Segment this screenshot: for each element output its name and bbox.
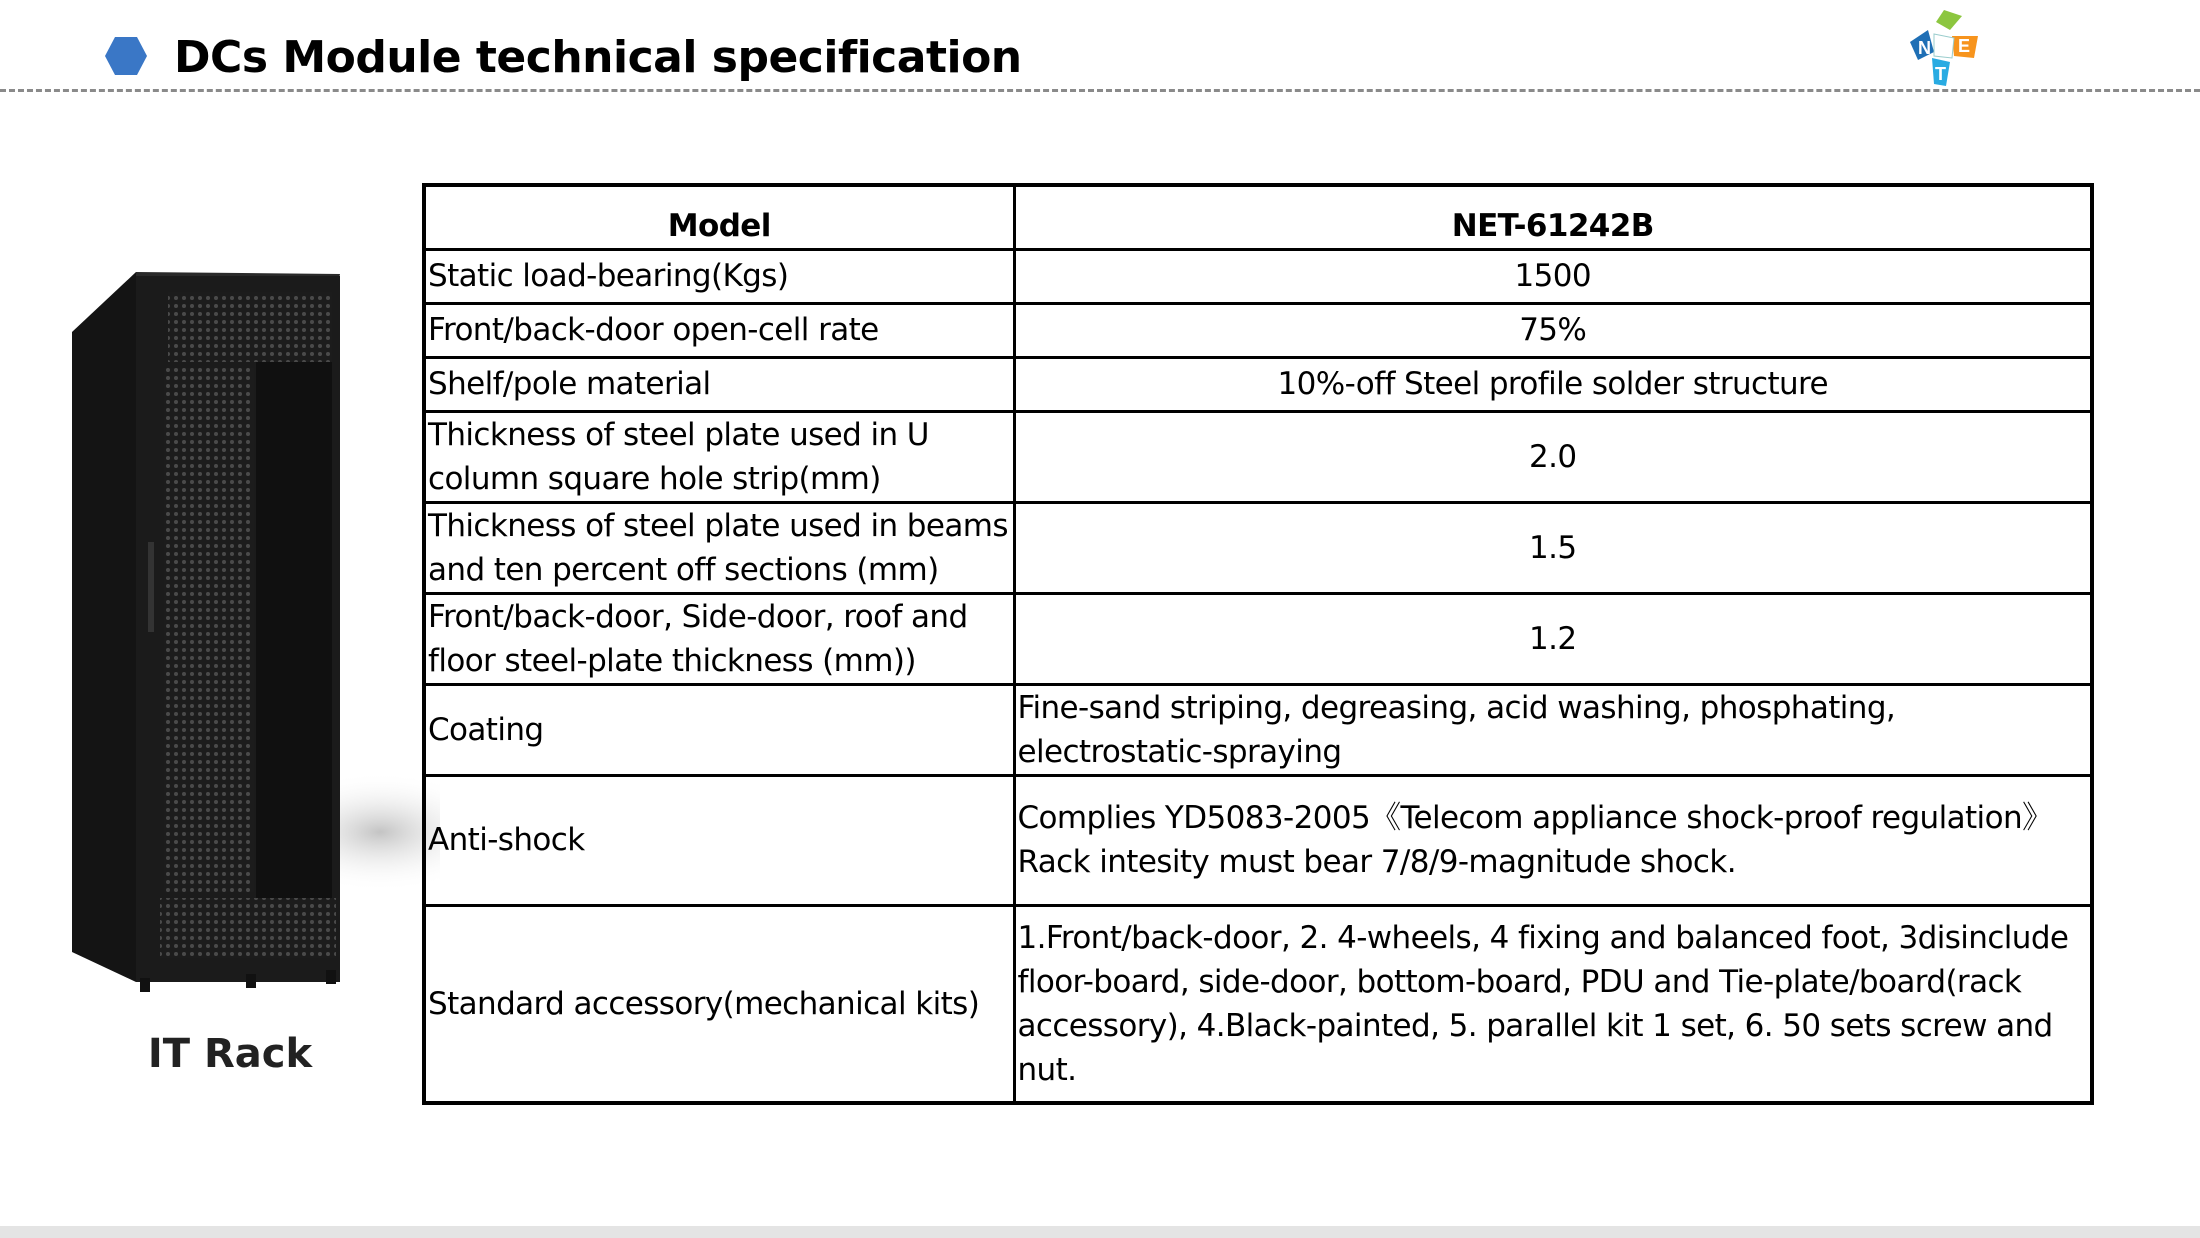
svg-text:E: E: [1958, 36, 1971, 56]
spec-label: Front/back-door, Side-door, roof and floor steel-plate thickness (mm)): [424, 593, 1014, 684]
column-header: Model: [424, 185, 1014, 249]
spec-value: 1.Front/back-door, 2. 4-wheels, 4 fixing and balanced foot, 3disinclude floor-board, side-door, bottom-board, PDU and Tie-plate/board(rack accessory), 4.Black-painted, 5. parallel kit 1 set, 6. 50 sets screw and nut.: [1014, 905, 2092, 1103]
spec-value: 1.5: [1014, 502, 2092, 593]
spec-value: Complies YD5083-2005《Telecom appliance shock-proof regulation》Rack intesity must bear 7/8/9-magnitude shock.: [1014, 775, 2092, 905]
svg-text:T: T: [1935, 64, 1946, 84]
spec-value: 75%: [1014, 303, 2092, 357]
table-header-row: [424, 185, 2092, 249]
hexagon-bullet-icon: [104, 36, 148, 76]
spec-value: 2.0: [1014, 411, 2092, 502]
table-row: [424, 411, 2092, 502]
svg-text:N: N: [1918, 38, 1931, 58]
spec-label: Anti-shock: [424, 775, 1014, 905]
title-divider: [0, 89, 2200, 92]
table-row: [424, 684, 2092, 775]
spec-value: 10%-off Steel profile solder structure: [1014, 357, 2092, 411]
spec-value: 1500: [1014, 249, 2092, 303]
spec-label: Static load-bearing(Kgs): [424, 249, 1014, 303]
spec-label: Shelf/pole material: [424, 357, 1014, 411]
page-title: DCs Module technical specification: [174, 32, 1022, 83]
table-row: [424, 303, 2092, 357]
table-row: [424, 357, 2092, 411]
it-rack-image: [60, 262, 440, 1002]
spec-label: Coating: [424, 684, 1014, 775]
spec-value: Fine-sand striping, degreasing, acid washing, phosphating, electrostatic-spraying: [1014, 684, 2092, 775]
table-row: [424, 593, 2092, 684]
rack-caption: IT Rack: [147, 1031, 313, 1077]
spec-label: Front/back-door open-cell rate: [424, 303, 1014, 357]
spec-label: Thickness of steel plate used in U column square hole strip(mm): [424, 411, 1014, 502]
table-row: [424, 249, 2092, 303]
footer-band: [0, 1226, 2200, 1238]
net-logo-icon: [1904, 6, 1988, 90]
spec-value: 1.2: [1014, 593, 2092, 684]
spec-label: Thickness of steel plate used in beams and ten percent off sections (mm): [424, 502, 1014, 593]
spec-label: Standard accessory(mechanical kits): [424, 905, 1014, 1103]
table-row: [424, 905, 2092, 1103]
spec-table: [422, 183, 2094, 1105]
column-header: NET-61242B: [1014, 185, 2092, 249]
table-row: [424, 502, 2092, 593]
table-row: [424, 775, 2092, 905]
